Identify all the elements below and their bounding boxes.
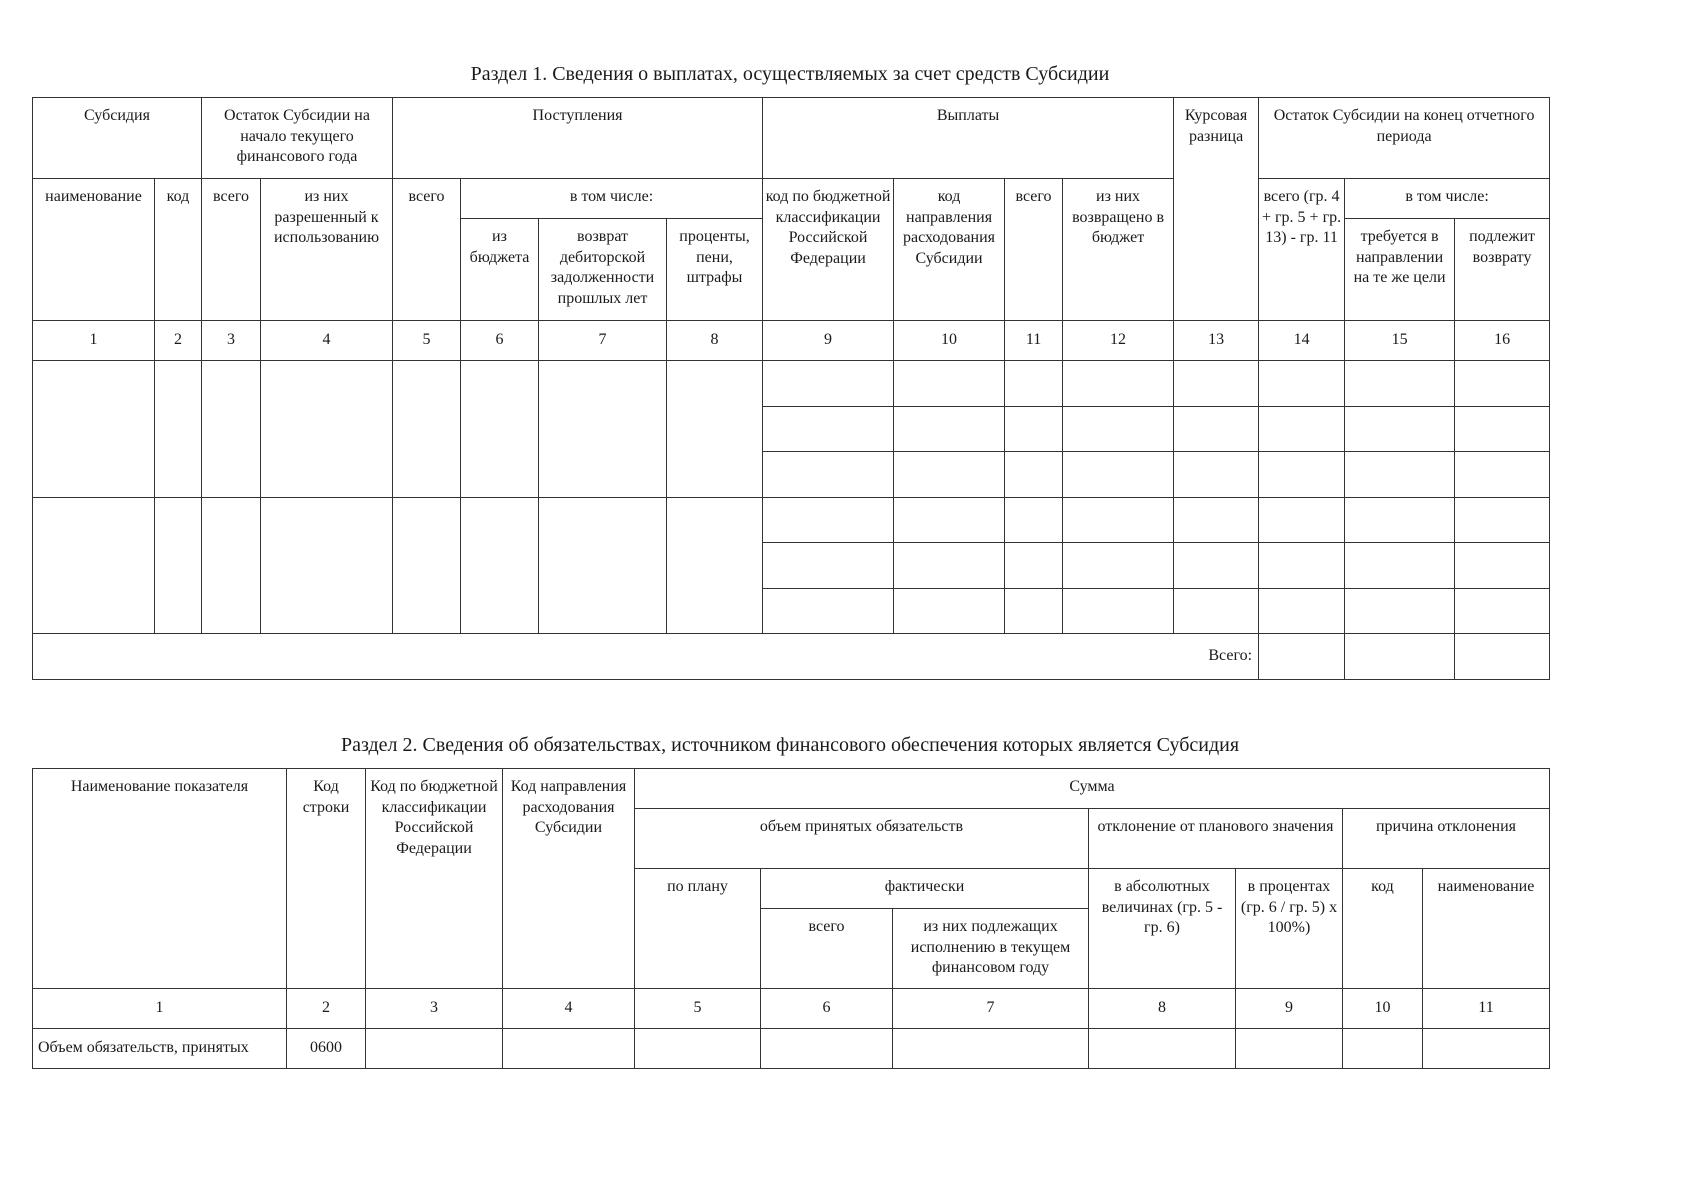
empty-cell[interactable] (1063, 361, 1174, 407)
empty-cell[interactable] (1259, 452, 1345, 498)
header-from-budget: из бюджета (461, 219, 539, 321)
header-end-balance: Остаток Субсидии на конец отчетного периода (1259, 98, 1550, 179)
empty-cell[interactable] (763, 589, 894, 634)
column-number: 15 (1345, 321, 1455, 361)
empty-cell[interactable] (1005, 589, 1063, 634)
empty-cell[interactable] (1174, 361, 1259, 407)
empty-cell[interactable] (1259, 543, 1345, 589)
empty-cell[interactable] (763, 543, 894, 589)
header-total-11: всего (1005, 179, 1063, 321)
header-incl-end: в том числе: (1345, 179, 1550, 219)
header-incl-receipts: в том числе: (461, 179, 763, 219)
column-number: 11 (1005, 321, 1063, 361)
section2-title: Раздел 2. Сведения об обязательствах, источником финансового обеспечения которых является Субсидия (340, 734, 1240, 756)
empty-cell[interactable] (155, 361, 202, 498)
column-number: 7 (893, 989, 1089, 1029)
empty-cell[interactable] (1345, 543, 1455, 589)
empty-cell[interactable] (539, 498, 667, 634)
total-cell[interactable] (1345, 634, 1455, 680)
empty-cell[interactable] (1345, 589, 1455, 634)
column-number: 4 (503, 989, 635, 1029)
header-receipts: Поступления (393, 98, 763, 179)
column-number: 6 (761, 989, 893, 1029)
header-actual: фактически (761, 869, 1089, 909)
empty-cell[interactable] (1174, 407, 1259, 452)
header-direction-code: код направления расходования Субсидии (894, 179, 1005, 321)
column-number: 3 (366, 989, 503, 1029)
empty-cell[interactable] (461, 498, 539, 634)
header-to-return: подлежит возврату (1455, 219, 1550, 321)
empty-cell[interactable] (1455, 498, 1550, 543)
empty-cell[interactable] (894, 589, 1005, 634)
empty-cell[interactable] (1455, 407, 1550, 452)
header-obligations: объем принятых обязательств (635, 809, 1089, 869)
empty-cell[interactable] (1005, 361, 1063, 407)
header-indicator: Наименование показателя (33, 769, 287, 989)
empty-cell[interactable] (1236, 1029, 1343, 1069)
empty-cell[interactable] (1063, 407, 1174, 452)
header-deviation: отклонение от планового значения (1089, 809, 1343, 869)
header-actual-total: всего (761, 909, 893, 989)
empty-cell[interactable] (1089, 1029, 1236, 1069)
table-row (33, 1029, 1550, 1069)
empty-cell[interactable] (1063, 498, 1174, 543)
column-number: 2 (287, 989, 366, 1029)
empty-cell[interactable] (1259, 407, 1345, 452)
column-number: 4 (261, 321, 393, 361)
empty-cell[interactable] (894, 498, 1005, 543)
header-allowed: из них разрешенный к использованию (261, 179, 393, 321)
empty-cell[interactable] (1259, 498, 1345, 543)
empty-cell[interactable] (635, 1029, 761, 1069)
empty-cell[interactable] (33, 361, 155, 498)
column-number: 16 (1455, 321, 1550, 361)
column-number: 14 (1259, 321, 1345, 361)
empty-cell[interactable] (1005, 498, 1063, 543)
empty-cell[interactable] (894, 452, 1005, 498)
row-indicator-name: Объем обязательств, принятых (33, 1029, 287, 1069)
empty-cell[interactable] (894, 361, 1005, 407)
header-total-5: всего (393, 179, 461, 321)
empty-cell[interactable] (366, 1029, 503, 1069)
header-percent: в процентах (гр. 6 / гр. 5) x 100%) (1236, 869, 1343, 989)
empty-cell[interactable] (155, 498, 202, 634)
empty-cell[interactable] (1423, 1029, 1550, 1069)
header-interest: проценты, пени, штрафы (667, 219, 763, 321)
header-start-balance: Остаток Субсидии на начало текущего финансового года (202, 98, 393, 179)
empty-cell[interactable] (1063, 589, 1174, 634)
header-payments: Выплаты (763, 98, 1174, 179)
header-reason-name: наименование (1423, 869, 1550, 989)
empty-cell[interactable] (894, 543, 1005, 589)
empty-cell[interactable] (667, 498, 763, 634)
header-bcrf-code: Код по бюджетной классификации Российской Федерации (366, 769, 503, 989)
empty-cell[interactable] (667, 361, 763, 498)
header-total-3: всего (202, 179, 261, 321)
empty-cell[interactable] (763, 407, 894, 452)
column-number: 10 (1343, 989, 1423, 1029)
row-line-code: 0600 (287, 1029, 366, 1069)
column-number: 6 (461, 321, 539, 361)
header-reason: причина отклонения (1343, 809, 1550, 869)
column-number: 5 (393, 321, 461, 361)
empty-cell[interactable] (539, 361, 667, 498)
header-actual-current: из них подлежащих исполнению в текущем финансовом году (893, 909, 1089, 989)
empty-cell[interactable] (1005, 452, 1063, 498)
empty-cell[interactable] (461, 361, 539, 498)
column-number: 1 (33, 321, 155, 361)
empty-cell[interactable] (763, 361, 894, 407)
empty-cell[interactable] (1259, 589, 1345, 634)
header-name: наименование (33, 179, 155, 321)
header-receivables: возврат дебиторской задолженности прошлых лет (539, 219, 667, 321)
header-direction-code: Код направления расходования Субсидии (503, 769, 635, 989)
empty-cell[interactable] (1005, 543, 1063, 589)
empty-cell[interactable] (1174, 452, 1259, 498)
empty-cell[interactable] (33, 498, 155, 634)
section1-title: Раздел 1. Сведения о выплатах, осуществляемых за счет средств Субсидии (470, 63, 1110, 85)
empty-cell[interactable] (893, 1029, 1089, 1069)
empty-cell[interactable] (761, 1029, 893, 1069)
header-line-code: Код строки (287, 769, 366, 989)
total-cell[interactable] (1455, 634, 1550, 680)
empty-cell[interactable] (1174, 543, 1259, 589)
column-number: 12 (1063, 321, 1174, 361)
empty-cell[interactable] (393, 361, 461, 498)
empty-cell[interactable] (202, 361, 261, 498)
total-label: Всего: (33, 634, 1259, 680)
section1-table (32, 97, 1550, 680)
empty-cell[interactable] (1005, 407, 1063, 452)
column-number: 7 (539, 321, 667, 361)
empty-cell[interactable] (1345, 407, 1455, 452)
column-number: 8 (667, 321, 763, 361)
column-number: 5 (635, 989, 761, 1029)
header-plan: по плану (635, 869, 761, 989)
column-number: 10 (894, 321, 1005, 361)
empty-cell[interactable] (393, 498, 461, 634)
header-total-14: всего (гр. 4 + гр. 5 + гр. 13) - гр. 11 (1259, 179, 1345, 321)
header-bcrf-code: код по бюджетной классификации Российской Федерации (763, 179, 894, 321)
empty-cell[interactable] (1345, 361, 1455, 407)
header-sum: Сумма (635, 769, 1550, 809)
total-cell[interactable] (1259, 634, 1345, 680)
empty-cell[interactable] (1259, 361, 1345, 407)
column-number: 9 (1236, 989, 1343, 1029)
empty-cell[interactable] (1455, 543, 1550, 589)
empty-cell[interactable] (1174, 589, 1259, 634)
column-number: 2 (155, 321, 202, 361)
header-reason-code: код (1343, 869, 1423, 989)
column-number: 8 (1089, 989, 1236, 1029)
empty-cell[interactable] (763, 452, 894, 498)
empty-cell[interactable] (1455, 589, 1550, 634)
header-subsidy: Субсидия (33, 98, 202, 179)
column-number: 13 (1174, 321, 1259, 361)
empty-cell[interactable] (1455, 361, 1550, 407)
header-fx-diff: Курсовая разница (1174, 98, 1259, 321)
empty-cell[interactable] (763, 498, 894, 543)
empty-cell[interactable] (1455, 452, 1550, 498)
header-absolute: в абсолютных величинах (гр. 5 - гр. 6) (1089, 869, 1236, 989)
column-number: 9 (763, 321, 894, 361)
header-code: код (155, 179, 202, 321)
empty-cell[interactable] (503, 1029, 635, 1069)
empty-cell[interactable] (1063, 543, 1174, 589)
empty-cell[interactable] (261, 361, 393, 498)
empty-cell[interactable] (1174, 498, 1259, 543)
header-required: требуется в направлении на те же цели (1345, 219, 1455, 321)
empty-cell[interactable] (894, 407, 1005, 452)
empty-cell[interactable] (1345, 498, 1455, 543)
column-number: 11 (1423, 989, 1550, 1029)
section2-table (32, 768, 1550, 1069)
empty-cell[interactable] (1343, 1029, 1423, 1069)
empty-cell[interactable] (1345, 452, 1455, 498)
empty-cell[interactable] (1063, 452, 1174, 498)
empty-cell[interactable] (202, 498, 261, 634)
empty-cell[interactable] (261, 498, 393, 634)
column-number: 3 (202, 321, 261, 361)
column-number: 1 (33, 989, 287, 1029)
header-returned: из них возвращено в бюджет (1063, 179, 1174, 321)
